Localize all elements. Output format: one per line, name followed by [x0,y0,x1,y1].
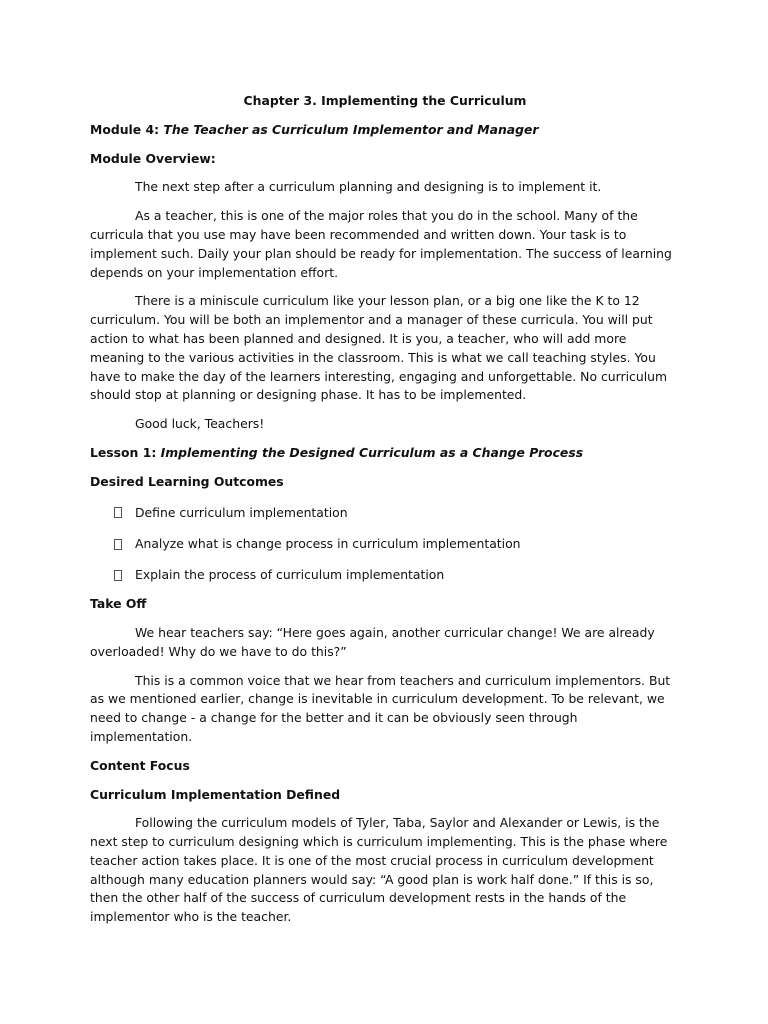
outcome-text: Explain the process of curriculum implementation [135,567,445,583]
content-focus-heading: Content Focus [90,757,190,773]
take-off-heading: Take Off [90,596,147,612]
module-heading [90,121,680,140]
content-focus-paragraph-1: Following the curriculum models of Tyler, Taba, Saylor and Alexander or Lewis, is the next step to curriculum designing which is curriculum implementing. This is the phase where teacher action takes place. It is one of the most crucial process in curriculum development although many education planners would say: “A good plan is work half done.” If this is so, then the other half of the success of curriculum development rests in the hands of the implementor who is the teacher. [90,815,668,925]
module-overview-heading: Module Overview: [90,150,216,166]
overview-closing: Good luck, Teachers! [135,416,265,432]
module-label: Module 4: [90,121,164,137]
outcome-text: Analyze what is change process in curriculum implementation [135,535,521,551]
missing-glyph-box-icon [114,570,122,581]
list-item [90,504,680,523]
overview-paragraph-2: As a teacher, this is one of the major roles that you do in the school. Many of the curricula that you use may have been recommended and written down. Your task is to implement such. Daily your plan should be ready for implementation. The success of learning depends on your implementation effort. [90,208,672,280]
missing-glyph-box-icon [114,539,122,550]
lesson-heading [90,444,680,463]
overview-paragraph-3: There is a miniscule curriculum like your lesson plan, or a big one like the K to 12 curriculum. You will be both an implementor and a manager of these curricula. You will put action to what has been planned and designed. It is you, a teacher, who will add more meaning to the various activities in the classroom. This is what we call teaching styles. You have to make the day of the learners interesting, engaging and unforgettable. No curriculum should stop at planning or designing phase. It has to be implemented. [90,293,668,403]
missing-glyph-box-icon [114,507,122,518]
outcome-text: Define curriculum implementation [135,504,348,520]
list-item [90,535,680,554]
lesson-title: Implementing the Designed Curriculum as a Change Process [160,444,584,460]
document-body [90,92,680,927]
take-off-paragraph-1: We hear teachers say: “Here goes again, another curricular change! We are already overloaded! Why do we have to do this?” [90,624,655,659]
implementation-defined-heading: Curriculum Implementation Defined [90,786,341,802]
module-title: The Teacher as Curriculum Implementor and Manager [163,121,539,137]
overview-paragraph-1: The next step after a curriculum planning and designing is to implement it. [135,179,602,195]
list-item [90,566,680,585]
outcomes-heading: Desired Learning Outcomes [90,473,284,489]
lesson-label: Lesson 1: [90,444,161,460]
outcomes-list [90,504,680,586]
take-off-paragraph-2: This is a common voice that we hear from teachers and curriculum implementors. But as we mentioned earlier, change is inevitable in curriculum development. To be relevant, we need to change - a change for the better and it can be obviously seen through implementation. [90,672,671,744]
chapter-title: Chapter 3. Implementing the Curriculum [243,93,527,108]
